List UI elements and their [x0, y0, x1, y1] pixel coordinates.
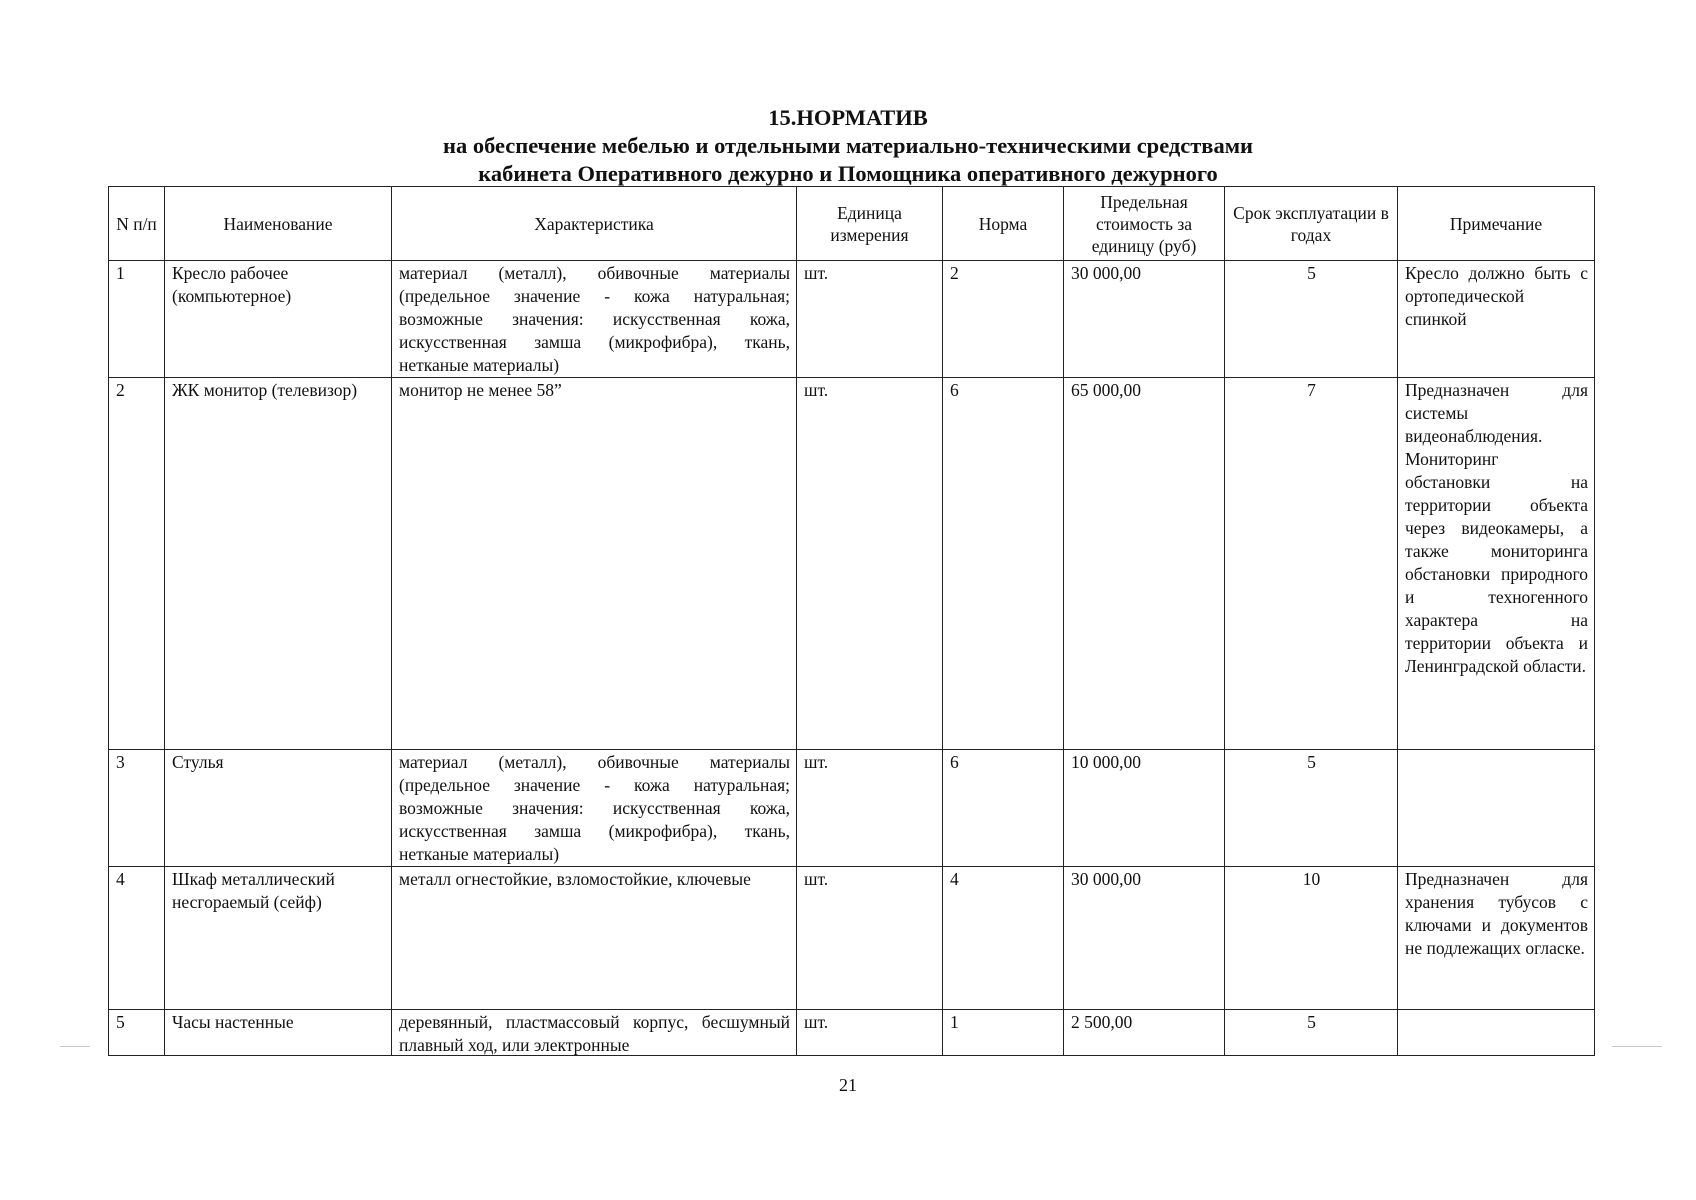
cell-note: Кресло должно быть с ортопедической спинкой	[1398, 261, 1595, 378]
title-line-3: кабинета Оперативного дежурно и Помощника оперативного дежурного	[478, 161, 1218, 186]
cell-char: материал (металл), обивочные материалы (предельное значение - кожа натуральная; возможные значения: искусственная кожа, искусственная замша (микрофибра), ткань, нетканые материалы)	[392, 261, 797, 378]
cell-note	[1398, 750, 1595, 867]
cell-term: 7	[1225, 378, 1398, 750]
cell-unit: шт.	[797, 867, 943, 1010]
cell-name: Кресло рабочее (компьютерное)	[165, 261, 392, 378]
cell-unit: шт.	[797, 261, 943, 378]
header-num: N п/п	[109, 187, 165, 261]
cell-term: 10	[1225, 867, 1398, 1010]
cell-price: 30 000,00	[1064, 867, 1225, 1010]
cell-num: 5	[109, 1010, 165, 1056]
cell-note	[1398, 1010, 1595, 1056]
table-row	[109, 867, 1595, 1010]
cell-char	[392, 1010, 797, 1056]
cell-unit: шт.	[797, 750, 943, 867]
cell-name: ЖК монитор (телевизор)	[165, 378, 392, 750]
header-term: Срок эксплуатации в годах	[1225, 187, 1398, 261]
header-norm: Норма	[943, 187, 1064, 261]
cell-num: 3	[109, 750, 165, 867]
cell-term: 5	[1225, 1010, 1398, 1056]
title-line-2: на обеспечение мебелью и отдельными материально-техническими средствами	[443, 133, 1253, 158]
table-header-row	[109, 187, 1595, 261]
cell-term: 5	[1225, 261, 1398, 378]
cell-char-text: деревянный, пластмассовый корпус, бесшумный плавный ход, или электронные	[399, 1012, 790, 1055]
header-unit: Единица измерения	[797, 187, 943, 261]
cell-term: 5	[1225, 750, 1398, 867]
scan-artifact-right	[1612, 1046, 1662, 1047]
cell-norm: 1	[943, 1010, 1064, 1056]
cell-num: 2	[109, 378, 165, 750]
cell-num: 4	[109, 867, 165, 1010]
table-row	[109, 378, 1595, 750]
page-number: 21	[839, 1075, 857, 1095]
cell-unit: шт.	[797, 1010, 943, 1056]
cell-name: Часы настенные	[165, 1010, 392, 1056]
table-row	[109, 750, 1595, 867]
cell-norm: 6	[943, 750, 1064, 867]
header-price: Предельная стоимость за единицу (руб)	[1064, 187, 1225, 261]
header-note: Примечание	[1398, 187, 1595, 261]
cell-char: монитор не менее 58”	[392, 378, 797, 750]
norm-table	[108, 186, 1595, 1056]
cell-name: Шкаф металлический несгораемый (сейф)	[165, 867, 392, 1010]
cell-note: Предназначен для хранения тубусов с ключами и документов не подлежащих огласке.	[1398, 867, 1595, 1010]
cell-char: металл огнестойкие, взломостойкие, ключевые	[392, 867, 797, 1010]
table-row	[109, 1010, 1595, 1056]
cell-price: 65 000,00	[1064, 378, 1225, 750]
header-char: Характеристика	[392, 187, 797, 261]
cell-price: 2 500,00	[1064, 1010, 1225, 1056]
cell-norm: 6	[943, 378, 1064, 750]
cell-unit: шт.	[797, 378, 943, 750]
scan-artifact-left	[60, 1046, 90, 1047]
cell-char: материал (металл), обивочные материалы (предельное значение - кожа натуральная; возможные значения: искусственная кожа, искусственная замша (микрофибра), ткань, нетканые материалы)	[392, 750, 797, 867]
cell-num: 1	[109, 261, 165, 378]
cell-note: Предназначен для системы видеонаблюдения. Мониторинг обстановки на территории объекта через видеокамеры, а также мониторинга обстановки природного и техногенного характера на территории объекта и Ленинградской области.	[1398, 378, 1595, 750]
cell-price: 10 000,00	[1064, 750, 1225, 867]
header-name: Наименование	[165, 187, 392, 261]
cell-norm: 4	[943, 867, 1064, 1010]
document-title	[0, 104, 1696, 188]
cell-price: 30 000,00	[1064, 261, 1225, 378]
cell-name: Стулья	[165, 750, 392, 867]
title-line-1: 15.НОРМАТИВ	[768, 105, 928, 130]
table-row	[109, 261, 1595, 378]
cell-norm: 2	[943, 261, 1064, 378]
